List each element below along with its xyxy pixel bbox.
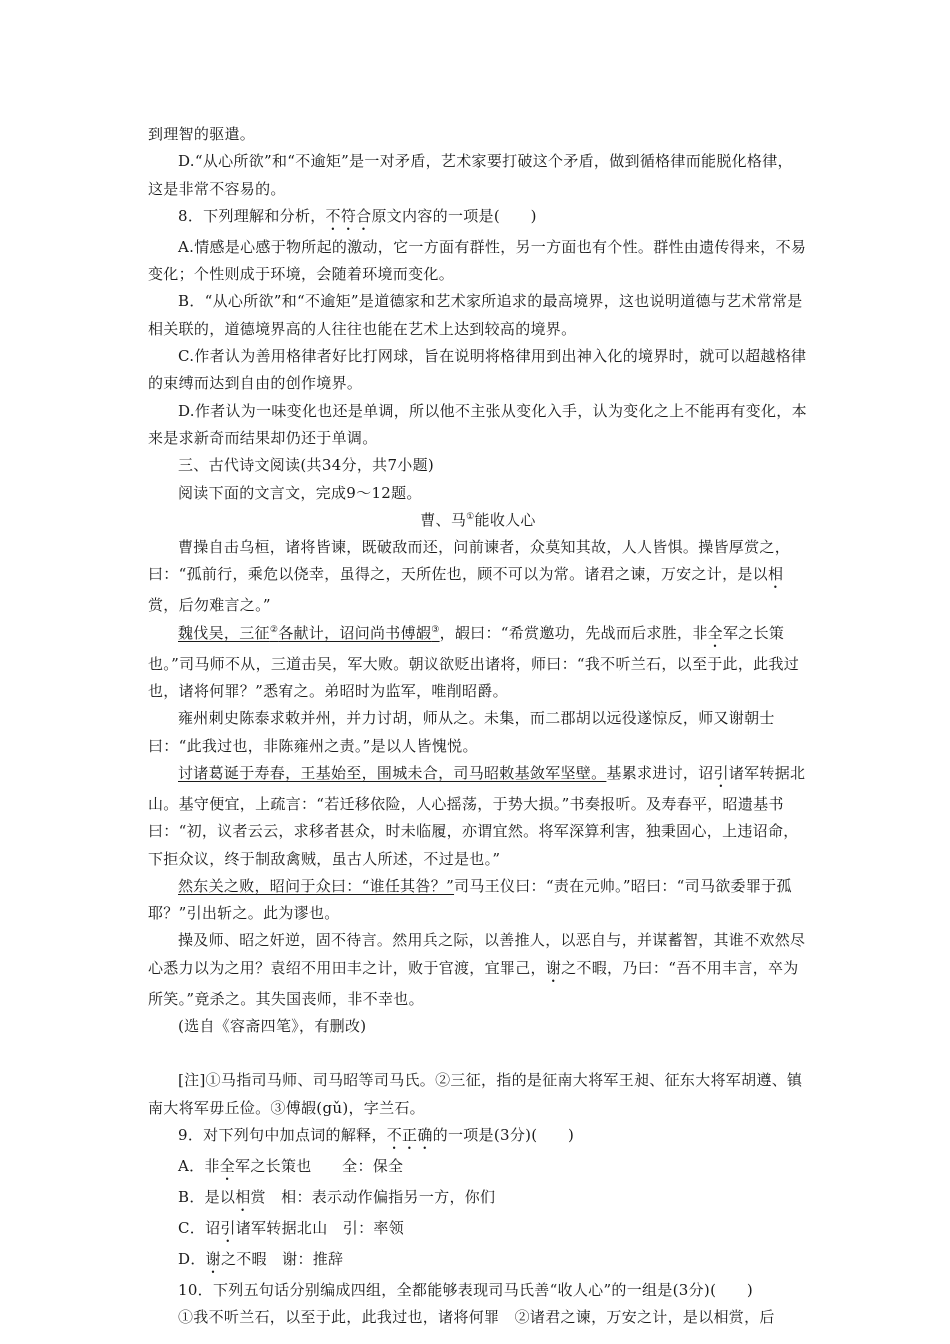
option-text: C．诏 bbox=[178, 1218, 221, 1237]
emphasis-dots: 不正确 bbox=[386, 1125, 433, 1144]
passage-paragraph-6 bbox=[148, 927, 808, 1013]
passage-title bbox=[148, 507, 808, 534]
option-text: D． bbox=[178, 1249, 206, 1268]
question-text: 9．对下列句中加点词的解释， bbox=[178, 1125, 387, 1144]
document-body bbox=[148, 121, 808, 1332]
emphasis-dots: 全 bbox=[219, 1156, 236, 1175]
paragraph-text: ，嘏曰：“希赏邀功，先战而后求胜，非 bbox=[439, 623, 708, 642]
option-7d: D.“从心所欲”和“不逾矩”是一对矛盾，艺术家要打破这个矛盾，做到循格律而能脱化格律，这是非常不容易的。 bbox=[148, 152, 793, 198]
paragraph-text: 基累求进讨，诏 bbox=[606, 763, 714, 782]
underlined-sentence: 讨诸葛诞于寿春，王基始至，围城未合，司马昭敕基敛军坚壁。 bbox=[178, 763, 607, 782]
option-8a: A.情感是心感于物所起的激动，它一方面有群性，另一方面也有个性。群性由遗传得来，不易变化；个性则成于环境，会随着环境而变化。 bbox=[148, 237, 807, 284]
option-text: 赏 相：表示动作偏指另一方，你们 bbox=[250, 1187, 496, 1206]
paragraph-text: 司马王仪曰：“责在元帅。”昭曰：“司马欲委罪于孤耶？”引出斩之。此为谬也。 bbox=[148, 876, 792, 923]
passage-paragraph-5 bbox=[148, 873, 808, 928]
question-text: 原文内容的一项是( ) bbox=[371, 206, 537, 225]
footnote-marker: ① bbox=[466, 511, 475, 522]
option-8b: B．“从心所欲”和“不逾矩”是道德家和艺术家所追求的最高境界，这也说明道德与艺术常常是相关联的，道德境界高的人往往也能在艺术上达到较高的境界。 bbox=[148, 292, 803, 338]
underlined-sentence bbox=[178, 624, 440, 642]
emphasis-dots: 谢 bbox=[205, 1249, 221, 1268]
option-text: 诸军转据北山 引：率领 bbox=[235, 1218, 405, 1237]
emphasis-dots: 全 bbox=[707, 623, 723, 642]
title-text: 能收人心 bbox=[474, 510, 536, 529]
option-text: 军之长策也 全：保全 bbox=[235, 1156, 404, 1175]
option-9b bbox=[148, 1184, 808, 1215]
question-9 bbox=[148, 1122, 808, 1153]
paragraph-text: 曹操自击乌桓，诸将皆谏，既破敌而还，问前谏者，众莫知其故，人人皆惧。操皆厚赏之，曰：“孤前行，乘危以侥幸，虽得之，天所佐也，顾不可以为常。诸君之谏，万安之计，是以 bbox=[148, 538, 791, 584]
passage-paragraph-2 bbox=[148, 620, 808, 706]
question-text: 的一项是(3分)( ) bbox=[432, 1125, 575, 1144]
paragraph-text: 之不暇，乃曰：“吾不用丰言，卒为所笑。”竟杀之。其失国丧师，非不幸也。 bbox=[148, 958, 799, 1008]
footnote-marker: ② bbox=[269, 624, 279, 635]
emphasis-dots: 不符合 bbox=[325, 206, 372, 225]
paragraph-text: 军之长策也。”司马师不从，三道击吴，军大败。朝议欲贬出诸将，师曰：“我不听兰石，以至于此，此我过也，诸将何罪？”悉宥之。弟昭时为监军，唯削昭爵。 bbox=[148, 623, 800, 701]
paragraph-text: 诸军转据北山。基守便宜，上疏言：“若迁移依险，人心摇荡，于势大损。”书奏报听。及寿春平，昭遗基书曰：“初，议者云云，求移者甚众，时未临履，亦谓宜然。将军深算利害，独秉固心，上违诏命，下拒众议，终于制敌禽贼，虽古人所述，不过是也。” bbox=[148, 763, 806, 868]
option-text: B．是以 bbox=[178, 1187, 236, 1206]
question-10-items: ①我不听兰石，以至于此，此我过也，诸将何罪 ②诸君之谏，万安之计，是以相赏，后 bbox=[178, 1308, 775, 1327]
underlined-sentence: 然东关之败，昭问于众曰：“谁任其咎？” bbox=[178, 876, 455, 895]
emphasis-dots: 谢 bbox=[545, 958, 562, 977]
option-text: 之不暇 谢：推辞 bbox=[220, 1249, 344, 1268]
emphasis-dots: 相 bbox=[767, 565, 784, 584]
emphasis-dots: 引 bbox=[713, 763, 729, 782]
question-8 bbox=[148, 203, 808, 234]
paragraph-text: 赏，后勿难言之。” bbox=[148, 596, 271, 615]
emphasis-dots: 相 bbox=[235, 1187, 251, 1206]
spacer bbox=[148, 1040, 808, 1067]
passage-source: (选自《容斋四笔》，有删改) bbox=[178, 1017, 367, 1036]
paragraph-text: 各献计，诏问尚书傅嘏 bbox=[278, 623, 432, 642]
passage-paragraph-4 bbox=[148, 760, 808, 873]
passage-paragraph-1 bbox=[148, 534, 808, 620]
text-line: 到理智的驱遣。 bbox=[148, 125, 256, 143]
footnotes: [注]①马指司马师、司马昭等司马氏。②三征，指的是征南大将军王昶、征东大将军胡遵、镇南大将军毋丘俭。③傅嘏(gǔ)，字兰石。 bbox=[148, 1071, 803, 1117]
question-10: 10．下列五句话分别编成四组，全都能够表现司马氏善“收人心”的一组是(3分)( ) bbox=[178, 1280, 753, 1299]
option-8d: D.作者认为一味变化也还是单调，所以他不主张从变化入手，认为变化之上不能再有变化，本来是求新奇而结果却仍还于单调。 bbox=[148, 401, 807, 447]
instructions: 阅读下面的文言文，完成9～12题。 bbox=[178, 483, 422, 502]
option-8c: C.作者认为善用格律者好比打网球，旨在说明将格律用到出神入化的境界时，就可以超越格律的束缚而达到自由的创作境界。 bbox=[148, 347, 807, 393]
option-9c bbox=[148, 1215, 808, 1246]
footnote-marker: ③ bbox=[431, 624, 440, 635]
emphasis-dots: 引 bbox=[220, 1218, 236, 1237]
section-heading: 三、古代诗文阅读(共34分，共7小题) bbox=[178, 456, 435, 475]
option-9d bbox=[148, 1246, 808, 1277]
paragraph-text: 操及师、昭之奸逆，固不待言。然用兵之际，以善推人，以恶自与，并谋蓄智，其谁不欢然尽心悉力以为之用？袁绍不用田丰之计，败于官渡，宜罪己， bbox=[148, 931, 806, 977]
option-9a bbox=[148, 1153, 808, 1184]
passage-paragraph-3: 雍州刺史陈泰求敕并州，并力讨胡，师从之。未集，而二郡胡以远役遂惊反，师又谢朝士曰：“此我过也，非陈雍州之责。”是以人皆愧悦。 bbox=[148, 709, 775, 755]
question-text: 8．下列理解和分析， bbox=[178, 206, 326, 225]
paragraph-text: 魏伐吴，三征 bbox=[178, 623, 270, 642]
title-text: 曹、马 bbox=[420, 510, 467, 529]
option-text: A．非 bbox=[178, 1156, 220, 1175]
